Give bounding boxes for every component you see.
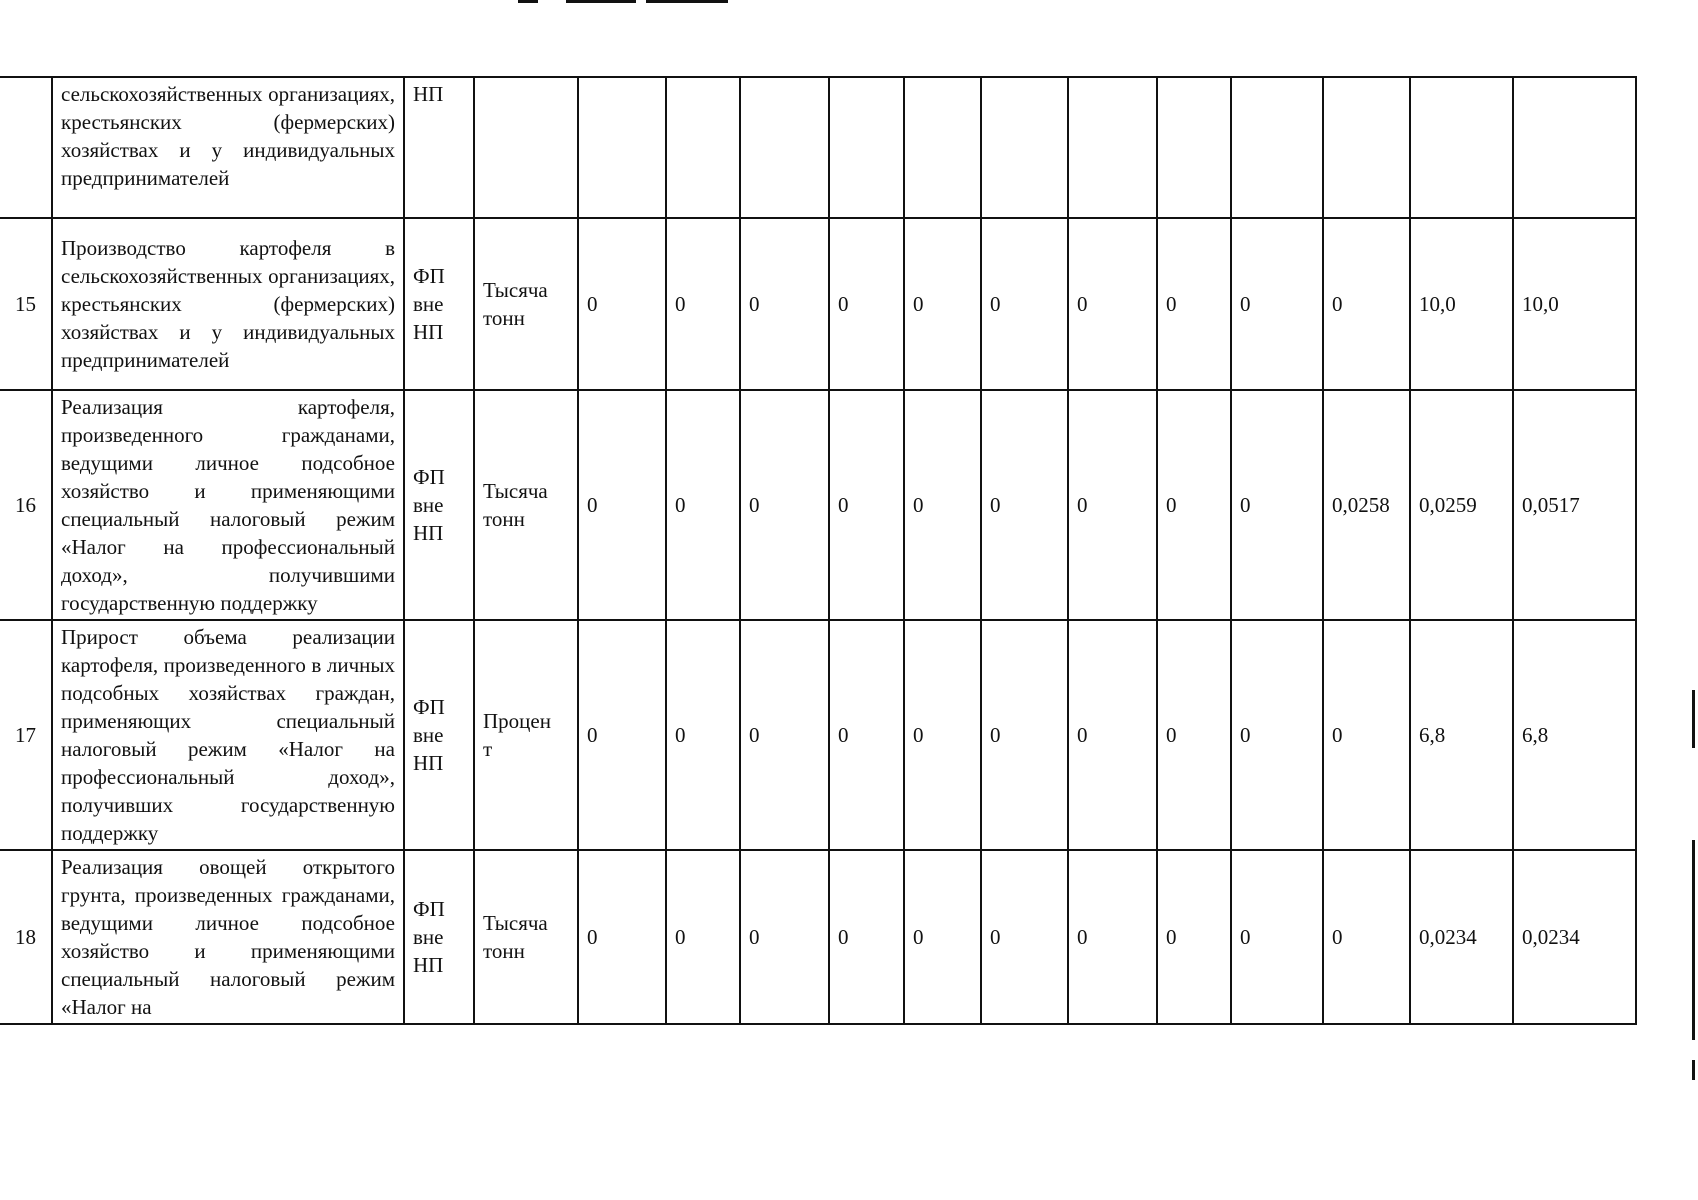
value-cell: 0 [740,850,829,1024]
value-cell: 0 [904,620,981,850]
indicator-type-line: НП [413,521,444,545]
unit-of-measure [474,77,578,218]
value-cell: 0 [740,218,829,390]
indicator-description: Производство картофеля в сельскохозяйственных организациях, крестьянских (фермерских) хозяйствах и у индивидуальных предпринимателей [52,218,404,390]
value-cell: 10,0 [1513,218,1636,390]
row-number: 18 [0,850,52,1024]
unit-line: Процен [483,709,551,733]
value-cell [578,77,666,218]
value-cell: 0 [578,620,666,850]
unit-line: Тысяча [483,278,548,302]
value-cell: 0 [981,390,1068,620]
indicator-type-line: ФП [413,264,445,288]
value-cell: 0 [578,218,666,390]
value-cell [1231,77,1323,218]
value-cell: 0,0259 [1410,390,1513,620]
unit-of-measure [474,620,578,850]
value-cell [740,77,829,218]
value-cell: 0 [829,390,904,620]
row-number: 17 [0,620,52,850]
indicator-table [0,76,1637,1025]
indicator-type-line: ФП [413,695,445,719]
row-number: 16 [0,390,52,620]
value-cell: 0 [1068,218,1157,390]
value-cell: 0 [904,850,981,1024]
indicator-description: Реализация картофеля, произведенного гражданами, ведущими личное подсобное хозяйство и применяющими специальный налоговый режим «Налог на профессиональный доход», получившими государственную поддержку [52,390,404,620]
indicator-type-line: НП [413,953,444,977]
value-cell: 0 [740,390,829,620]
row-number: 15 [0,218,52,390]
value-cell: 6,8 [1513,620,1636,850]
table-row [0,620,1636,850]
indicator-type [404,218,474,390]
value-cell: 0 [666,218,740,390]
scan-artifact-top [518,0,738,6]
value-cell: 6,8 [1410,620,1513,850]
value-cell: 0 [904,218,981,390]
value-cell: 0 [1157,390,1231,620]
value-cell: 0 [829,218,904,390]
value-cell [666,77,740,218]
indicator-type-line: вне [413,925,444,949]
indicator-type-line: ФП [413,465,445,489]
indicator-type [404,390,474,620]
value-cell: 0 [1157,620,1231,850]
indicator-type-line: НП [413,320,444,344]
indicator-type-line: вне [413,493,444,517]
value-cell [904,77,981,218]
value-cell: 10,0 [1410,218,1513,390]
value-cell: 0 [1323,218,1410,390]
value-cell [1068,77,1157,218]
unit-of-measure [474,390,578,620]
table-row [0,390,1636,620]
indicator-type-line: ФП [413,897,445,921]
value-cell [1323,77,1410,218]
value-cell: 0 [666,620,740,850]
value-cell [829,77,904,218]
unit-line: Тысяча [483,911,548,935]
row-number [0,77,52,218]
value-cell [1157,77,1231,218]
indicator-type-line: вне [413,292,444,316]
value-cell [1513,77,1636,218]
value-cell: 0 [666,390,740,620]
value-cell: 0 [981,218,1068,390]
value-cell [981,77,1068,218]
value-cell: 0 [904,390,981,620]
value-cell: 0 [981,850,1068,1024]
value-cell: 0 [1157,850,1231,1024]
unit-of-measure [474,850,578,1024]
indicator-description: сельскохозяйственных организациях, крестьянских (фермерских) хозяйствах и у индивидуальных предпринимателей [52,77,404,218]
value-cell: 0 [1231,850,1323,1024]
value-cell: 0,0517 [1513,390,1636,620]
indicator-type [404,850,474,1024]
value-cell: 0 [829,620,904,850]
table-row [0,77,1636,218]
value-cell: 0 [666,850,740,1024]
value-cell: 0 [1231,620,1323,850]
table-row [0,850,1636,1024]
unit-line: тонн [483,939,525,963]
value-cell: 0,0234 [1513,850,1636,1024]
value-cell: 0 [1157,218,1231,390]
indicator-type-line: НП [413,751,444,775]
value-cell: 0 [1068,850,1157,1024]
unit-line: Тысяча [483,479,548,503]
indicator-type-line: НП [413,82,444,106]
value-cell: 0 [1231,390,1323,620]
value-cell: 0,0258 [1323,390,1410,620]
value-cell: 0 [1231,218,1323,390]
value-cell: 0 [740,620,829,850]
table-row [0,218,1636,390]
indicator-description: Прирост объема реализации картофеля, произведенного в личных подсобных хозяйствах граждан, применяющих специальный налоговый режим «Налог на профессиональный доход», получивших государственную поддержку [52,620,404,850]
indicator-type [404,77,474,218]
value-cell: 0 [578,390,666,620]
value-cell: 0 [1323,620,1410,850]
value-cell: 0 [981,620,1068,850]
value-cell: 0 [1323,850,1410,1024]
value-cell: 0 [1068,620,1157,850]
value-cell: 0 [578,850,666,1024]
value-cell [1410,77,1513,218]
unit-of-measure [474,218,578,390]
indicator-type [404,620,474,850]
value-cell: 0 [829,850,904,1024]
unit-line: тонн [483,306,525,330]
unit-line: тонн [483,507,525,531]
value-cell: 0 [1068,390,1157,620]
indicator-description: Реализация овощей открытого грунта, произведенных гражданами, ведущими личное подсобное хозяйство и применяющими специальный налоговый режим «Налог на [52,850,404,1024]
scan-artifact-right [1692,690,1698,1090]
indicator-type-line: вне [413,723,444,747]
unit-line: т [483,737,493,761]
value-cell: 0,0234 [1410,850,1513,1024]
